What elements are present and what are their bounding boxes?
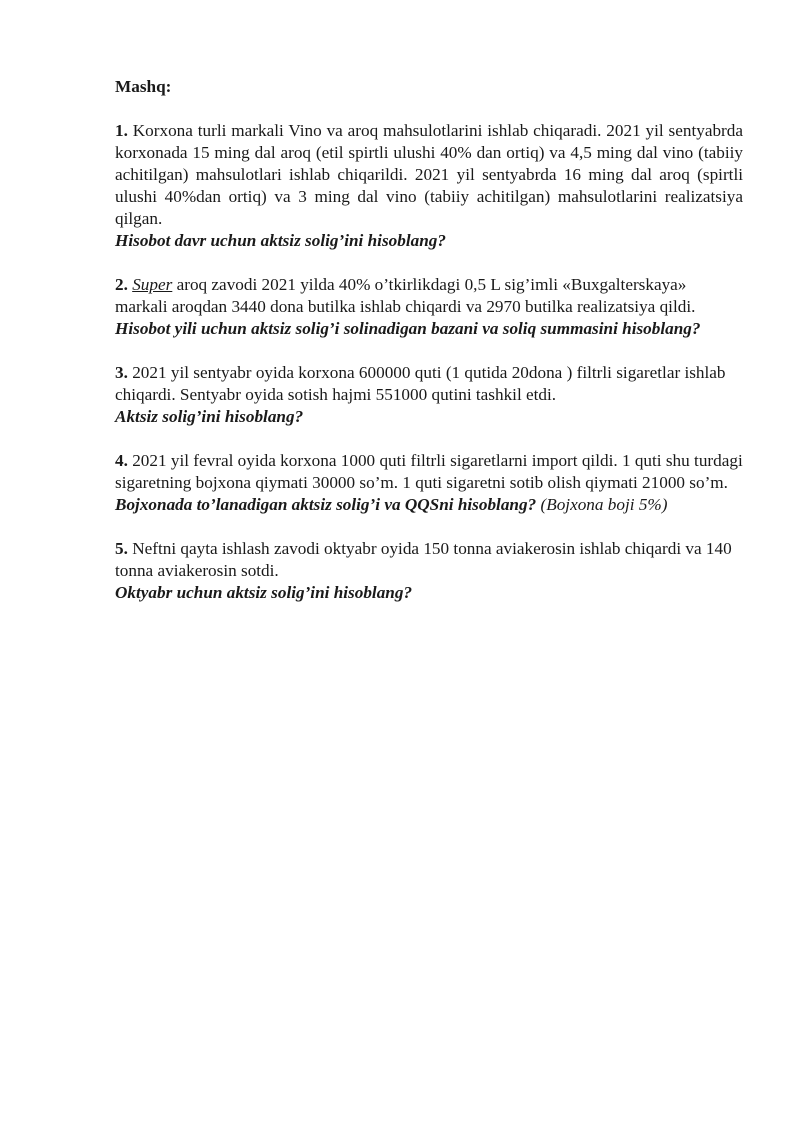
exercise-1 <box>115 120 743 252</box>
document-page <box>115 76 743 626</box>
exercise-4-question: Bojxonada to’lanadigan aktsiz solig’i va QQSni hisoblang? <box>115 495 537 514</box>
exercise-2 <box>115 274 743 340</box>
exercise-4-text: 2021 yil fevral oyida korxona 1000 quti filtrli sigaretlarni import qildi. 1 quti shu turdagi sigaretning bojxona qiymati 30000 so’m. 1 quti sigaretni sotib olish qiymati 21000 so’m. <box>115 451 743 492</box>
exercise-5-text: Neftni qayta ishlash zavodi oktyabr oyida 150 tonna aviakerosin ishlab chiqardi va 140 tonna aviakerosin sotdi. <box>115 539 732 580</box>
exercise-2-number: 2. <box>115 275 128 294</box>
exercise-4-question-line <box>115 494 743 516</box>
exercise-4 <box>115 450 743 516</box>
document-heading: Mashq: <box>115 77 172 96</box>
exercise-2-emphasis: Super <box>132 275 173 294</box>
exercise-1-number: 1. <box>115 121 128 140</box>
exercise-2-body <box>115 274 743 318</box>
exercise-1-body <box>115 120 743 230</box>
exercise-3-text: 2021 yil sentyabr oyida korxona 600000 quti (1 qutida 20dona ) filtrli sigaretlar ishlab chiqardi. Sentyabr oyida sotish hajmi 551000 qutini tashkil etdi. <box>115 363 726 404</box>
exercise-5 <box>115 538 743 604</box>
exercise-3 <box>115 362 743 428</box>
exercise-1-text: Korxona turli markali Vino va aroq mahsulotlarini ishlab chiqaradi. 2021 yil sentyabrda korxonada 15 ming dal aroq (etil spirtli ulushi 40% dan ortiq) va 4,5 ming dal vino (tabiiy achitilgan) mahsulotlari ishlab chiqarildi. 2021 yil sentyabrda 16 ming dal aroq (spirtli ulushi 40%dan ortiq) va 3 ming dal vino (tabiiy achitilgan) mahsulotlarini realizatsiya qilgan. <box>115 121 743 228</box>
exercise-3-body <box>115 362 743 406</box>
exercise-2-question: Hisobot yili uchun aktsiz solig’i solinadigan bazani va soliq summasini hisoblang? <box>115 319 701 338</box>
exercise-4-body <box>115 450 743 494</box>
exercise-5-question: Oktyabr uchun aktsiz solig’ini hisoblang? <box>115 583 413 602</box>
exercise-1-question: Hisobot davr uchun aktsiz solig’ini hisoblang? <box>115 231 446 250</box>
exercise-3-number: 3. <box>115 363 128 382</box>
exercise-4-note: (Bojxona boji 5%) <box>540 495 668 514</box>
exercise-2-text: aroq zavodi 2021 yilda 40% o’tkirlikdagi 0,5 L sig’imli «Buxgalterskaya» markali aroqdan 3440 dona butilka ishlab chiqardi va 2970 butilka realizatsiya qildi. <box>115 275 696 316</box>
exercise-3-question: Aktsiz solig’ini hisoblang? <box>115 407 304 426</box>
exercise-5-number: 5. <box>115 539 128 558</box>
exercise-5-body <box>115 538 743 582</box>
exercise-4-number: 4. <box>115 451 128 470</box>
